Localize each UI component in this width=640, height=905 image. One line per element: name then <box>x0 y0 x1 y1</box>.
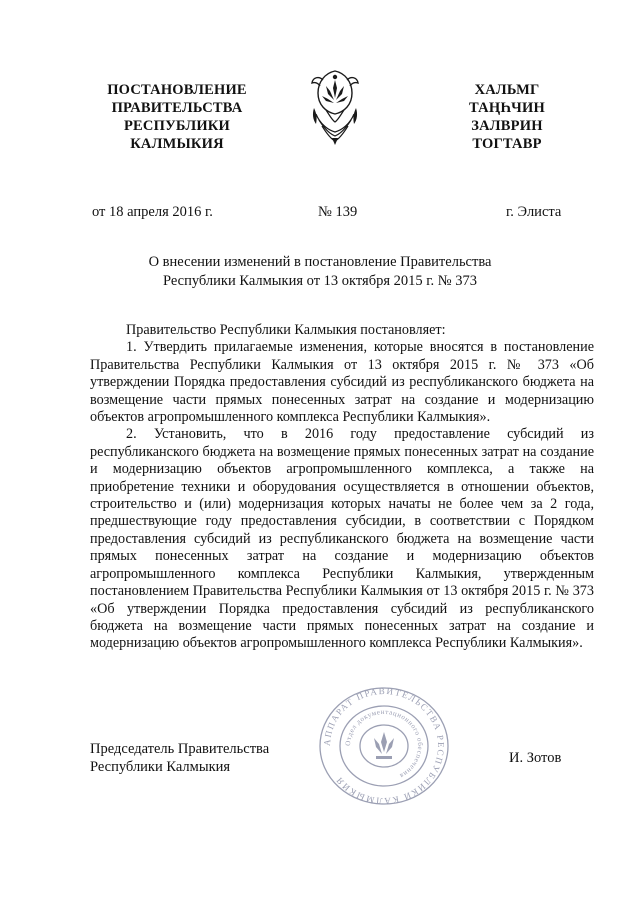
signatory-title-line: Республики Калмыкия <box>90 759 231 775</box>
stamp-inner-text: Отдел документационного обеспечения <box>343 707 425 781</box>
document-date: от 18 апреля 2016 г. <box>92 204 213 220</box>
signatory-name: И. Зотов <box>509 750 562 766</box>
header-right-line: ХАЛЬМГ <box>474 82 540 98</box>
signatory-title <box>90 740 269 776</box>
document-number: № 139 <box>318 204 358 220</box>
header-left-line: РЕСПУБЛИКИ <box>123 118 231 134</box>
header-right-line: ТАҢҺЧИН <box>469 100 545 116</box>
header-right-line: ТОГТАВР <box>472 136 542 152</box>
header-right-line: ЗАЛВРИН <box>471 118 543 134</box>
header-left-line: ПОСТАНОВЛЕНИЕ <box>107 82 247 98</box>
body-item-2: 2. Установить, что в 2016 году предоставление субсидий из республиканского бюджета на возмещение прямых понесенных затрат на создание и модернизацию объектов агропромышленного комплекса, а также на приобретение техники и оборудования осуществляется в отношении объектов, строительство и (или) модернизация которых начаты не более чем за 2 года, предшествующие году предоставления субсидии, в соответствии с Порядком предоставления субсидий из республиканского бюджета на возмещение части прямых понесенных затрат на создание и модернизацию объектов агропромышленного комплекса Республики Калмыкия, утвержденным постановлением Правительства Республики Калмыкия от 13 октября 2015 г. № 373 «Об утверждении Порядка предоставления субсидий из республиканского бюджета на возмещение части прямых понесенных затрат на создание и модернизацию объектов агропромышленного комплекса Республики Калмыкия». <box>90 426 594 652</box>
document-title <box>100 253 540 291</box>
document-body <box>90 322 594 653</box>
kalmykia-emblem-icon <box>306 68 364 146</box>
body-intro: Правительство Республики Калмыкия постановляет: <box>126 322 446 338</box>
official-stamp <box>316 686 452 806</box>
header-left-line: ПРАВИТЕЛЬСТВА <box>111 100 243 116</box>
header-left-line: КАЛМЫКИЯ <box>130 136 224 152</box>
document-city: г. Элиста <box>506 204 562 220</box>
header-left-russian <box>92 81 262 153</box>
body-item-1: 1. Утвердить прилагаемые изменения, которые вносятся в постановление Правительства Республики Калмыкия от 13 октября 2015 г. № 373 «Об утверждении Порядка предоставления субсидий из республиканского бюджета на возмещение части прямых понесенных затрат на создание и модернизацию объектов агропромышленного комплекса Республики Калмыкия». <box>90 339 594 426</box>
document-title-line: Республики Калмыкия от 13 октября 2015 г. № 373 <box>162 273 478 289</box>
header-right-kalmyk <box>452 81 562 153</box>
stamp-outer-text: АППАРАТ ПРАВИТЕЛЬСТВА РЕСПУБЛИКИ КАЛМЫКИЯ <box>321 686 447 806</box>
document-title-line: О внесении изменений в постановление Правительства <box>148 254 492 270</box>
signatory-title-line: Председатель Правительства <box>90 741 270 757</box>
